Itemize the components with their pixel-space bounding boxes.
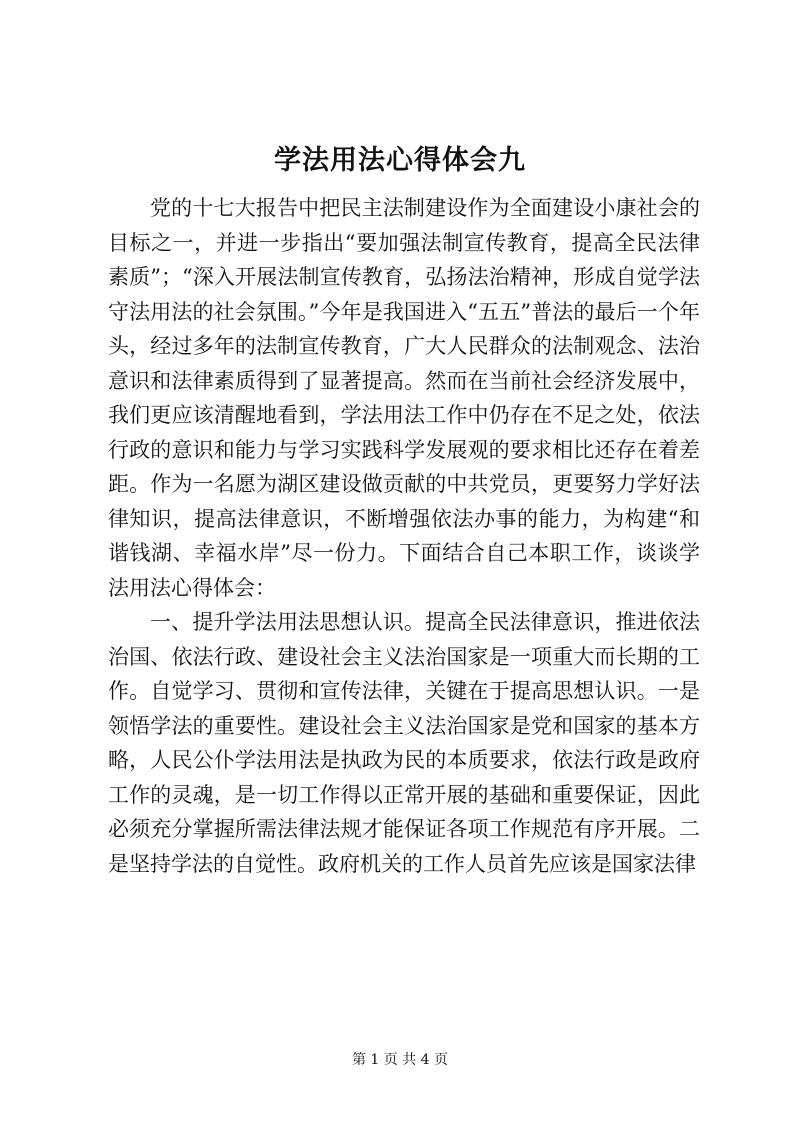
paragraph-section-one: 一、提升学法用法思想认识。提高全民法律意识，推进依法治国、依法行政、建设社会主义法治国家是一项重大而长期的工作。自觉学习、贯彻和宣传法律，关键在于提高思想认识。一是领悟学法的重要性。建设社会主义法治国家是党和国家的基本方略，人民公仆学法用法是执政为民的本质要求，依法行政是政府工作的灵魂，是一切工作得以正常开展的基础和重要保证，因此必须充分掌握所需法律法规才能保证各项工作规范有序开展。二是坚持学法的自觉性。政府机关的工作人员首先应该是国家法律 bbox=[108, 610, 700, 876]
document-title: 学法用法心得体会九 bbox=[274, 145, 526, 176]
page-number-footer: 第 1 页 共 4 页 bbox=[351, 1052, 449, 1068]
document-body bbox=[108, 191, 700, 881]
paragraph-intro: 党的十七大报告中把民主法制建设作为全面建设小康社会的目标之一，并进一步指出“要加强法制宣传教育，提高全民法律素质”；“深入开展法制宣传教育，弘扬法治精神，形成自觉学法守法用法的社会氛围。”今年是我国进入“五五”普法的最后一个年头，经过多年的法制宣传教育，广大人民群众的法制观念、法治意识和法律素质得到了显著提高。然而在当前社会经济发展中，我们更应该清醒地看到，学法用法工作中仍存在不足之处，依法行政的意识和能力与学习实践科学发展观的要求相比还存在着差距。作为一名愿为湖区建设做贡献的中共党员，更要努力学好法律知识，提高法律意识，不断增强依法办事的能力，为构建“和谐钱湖、幸福水岸”尽一份力。下面结合自己本职工作，谈谈学法用法心得体会： bbox=[108, 196, 700, 600]
